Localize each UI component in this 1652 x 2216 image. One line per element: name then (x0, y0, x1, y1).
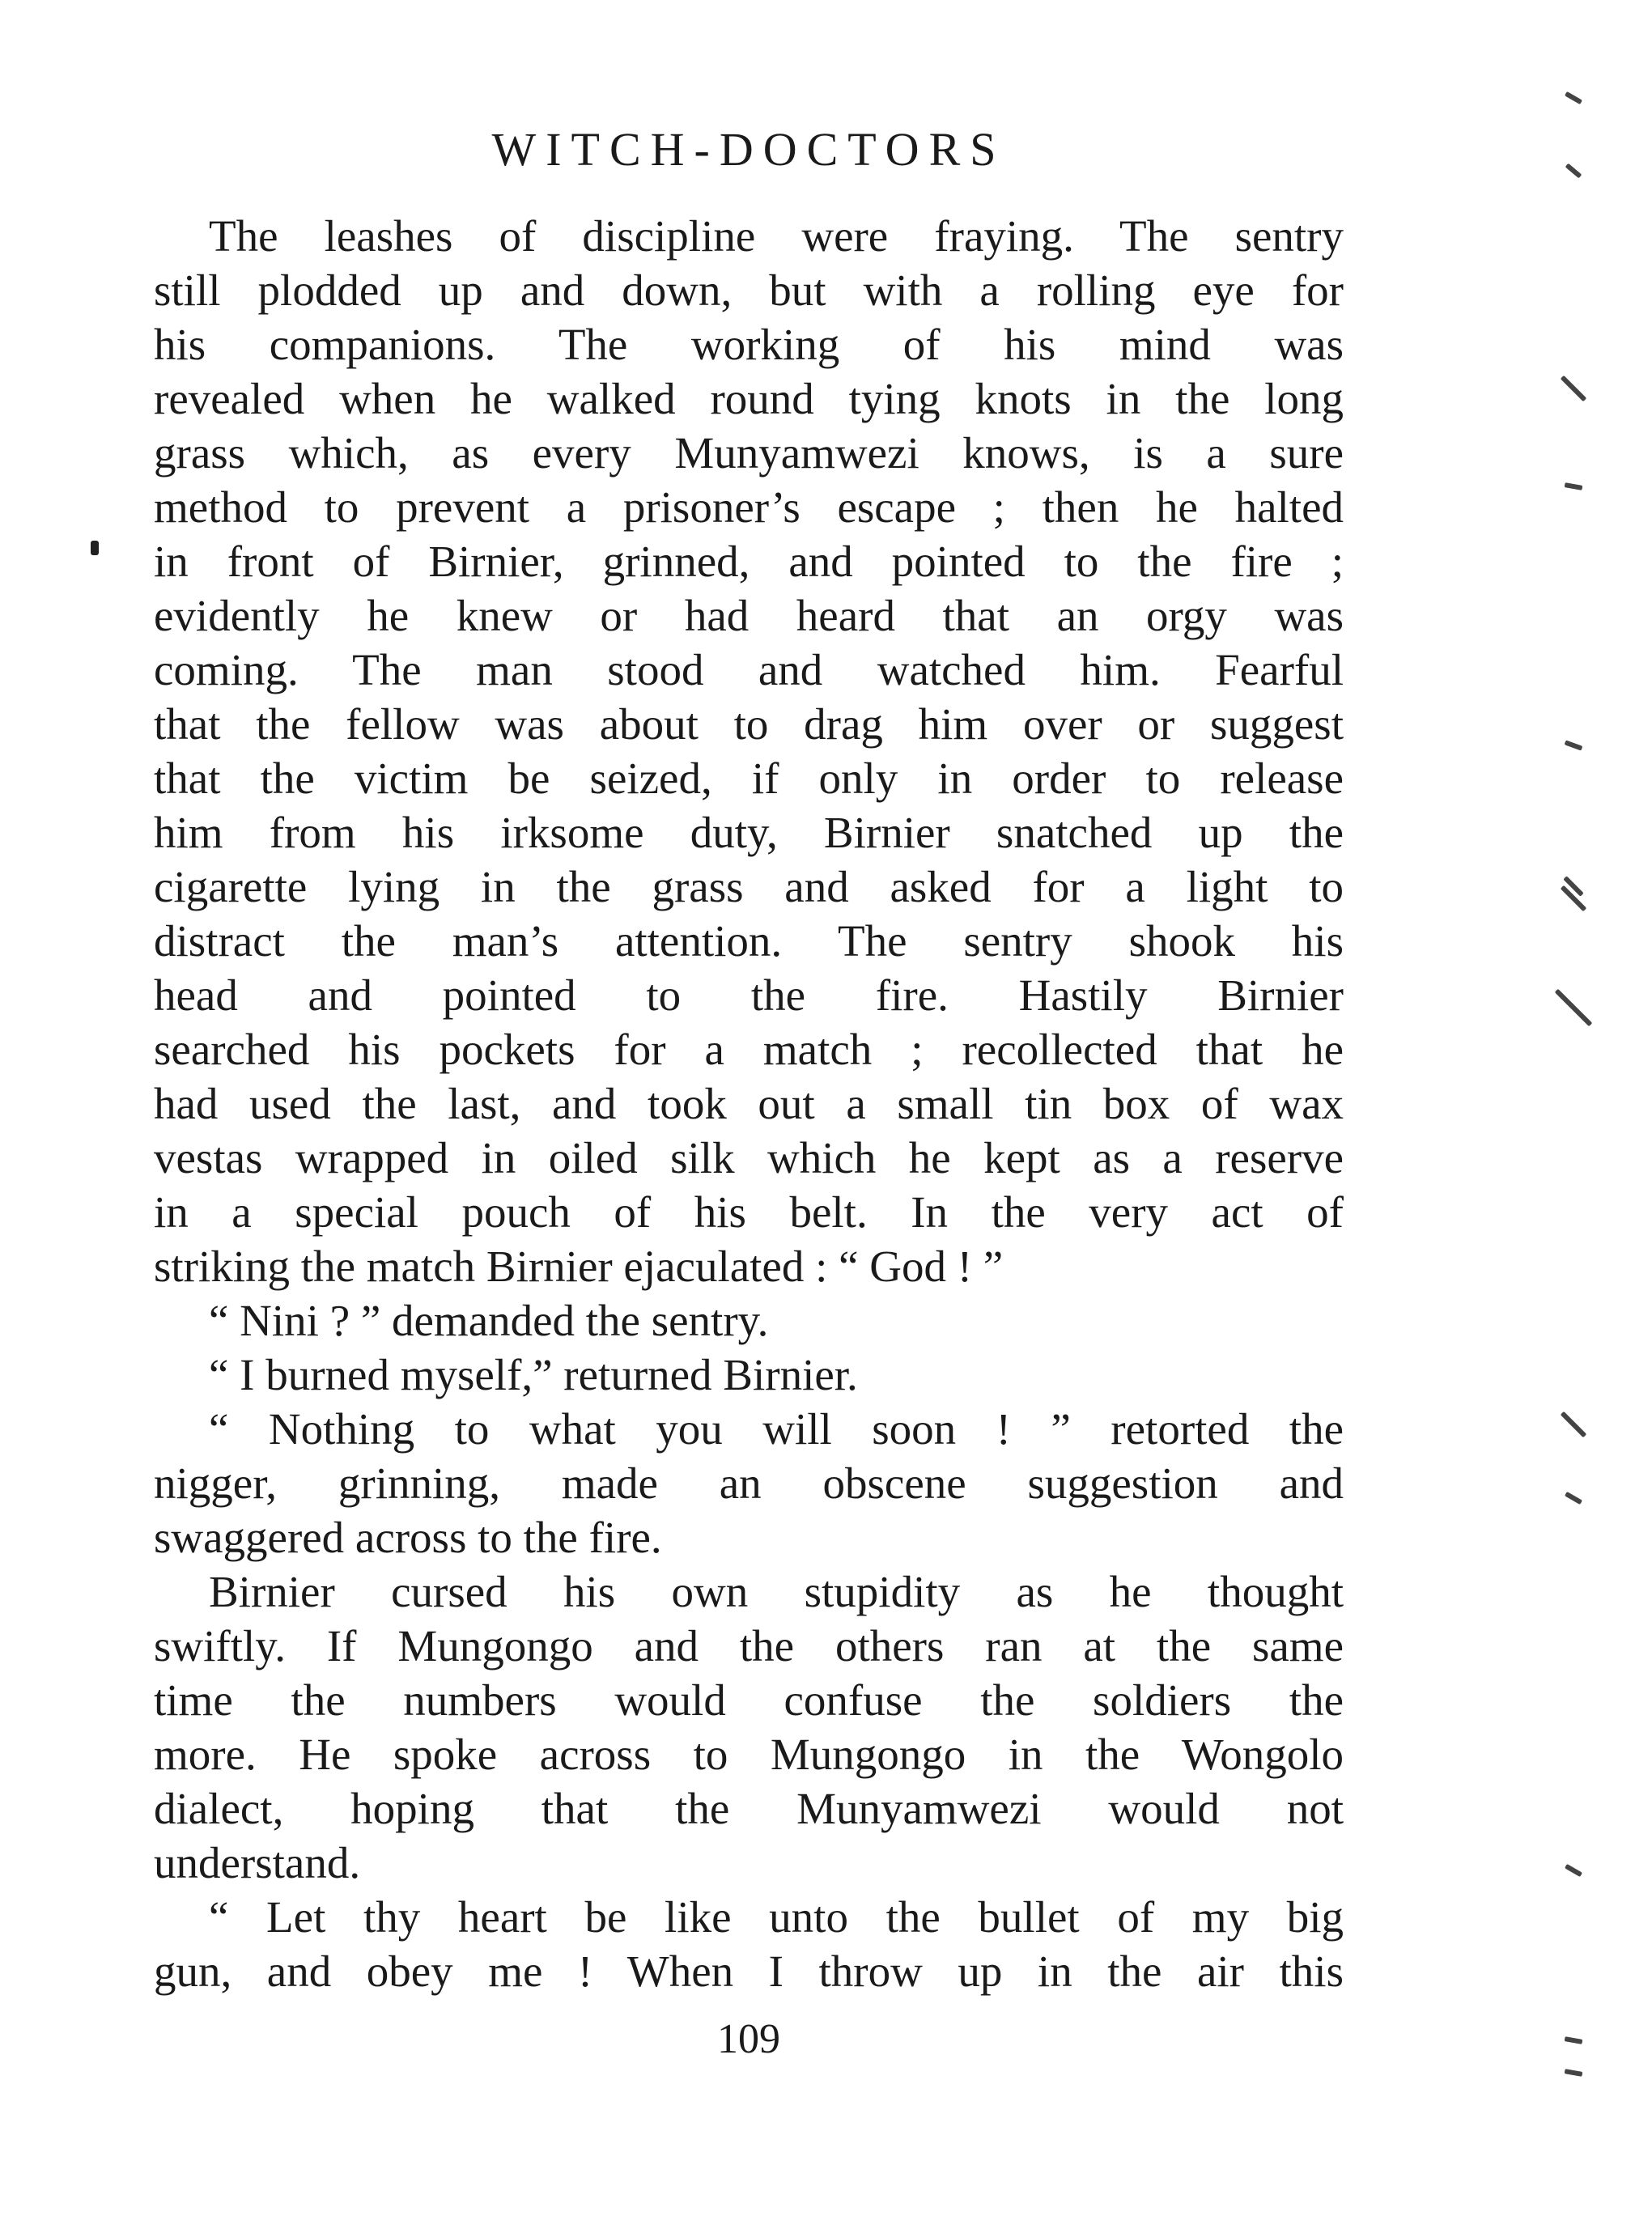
gutter-mark (1565, 1492, 1582, 1505)
text-line: nigger, grinning, made an obscene suggestion and (154, 1458, 1344, 1508)
text-line: time the numbers would confuse the soldiers the (154, 1675, 1344, 1725)
text-line: had used the last, and took out a small tin box of wax (154, 1079, 1344, 1128)
gutter-marks (1571, 73, 1620, 2145)
running-head: WITCH-DOCTORS (491, 123, 1006, 176)
gutter-mark (1565, 740, 1583, 750)
text-line: distract the man’s attention. The sentry shook his (154, 916, 1344, 966)
text-line: “ Nothing to what you will soon ! ” retorted the (209, 1404, 1344, 1454)
text-line: in a special pouch of his belt. In the very act of (154, 1187, 1344, 1237)
text-line: “ Nini ? ” demanded the sentry. (209, 1296, 769, 1345)
gutter-mark (1561, 376, 1587, 402)
text-line: cigarette lying in the grass and asked for a light to (154, 862, 1344, 911)
text-line: method to prevent a prisoner’s escape ; then he halted (154, 482, 1344, 532)
text-line: The leashes of discipline were fraying. The sentry (209, 211, 1344, 261)
text-line: him from his irksome duty, Birnier snatched up the (154, 808, 1344, 857)
gutter-mark (1565, 1864, 1582, 1877)
text-line: “ I burned myself,” returned Birnier. (209, 1350, 858, 1399)
page-number: 109 (717, 2016, 780, 2062)
ink-speck (91, 541, 99, 555)
text-line: his companions. The working of his mind was (154, 320, 1344, 369)
text-line: striking the match Birnier ejaculated : “ God ! ” (154, 1242, 1004, 1291)
gutter-mark (1561, 1412, 1587, 1438)
text-line: revealed when he walked round tying knots in the long (154, 374, 1344, 423)
text-line: more. He spoke across to Mungongo in the Wongolo (154, 1730, 1344, 1779)
text-line: gun, and obey me ! When I throw up in the air this (154, 1946, 1344, 1996)
text-line: understand. (154, 1838, 361, 1887)
gutter-mark (1555, 989, 1593, 1027)
gutter-mark (1565, 2069, 1583, 2077)
gutter-mark (1565, 2036, 1583, 2044)
text-line: evidently he knew or had heard that an orgy was (154, 591, 1344, 640)
text-line: coming. The man stood and watched him. Fearful (154, 645, 1344, 694)
text-line: searched his pockets for a match ; recollected that he (154, 1025, 1344, 1074)
gutter-mark (1565, 91, 1582, 104)
text-line: swaggered across to the fire. (154, 1513, 662, 1562)
text-line: “ Let thy heart be like unto the bullet of my big (209, 1892, 1344, 1942)
text-line: vestas wrapped in oiled silk which he kept as a reserve (154, 1133, 1344, 1182)
gutter-mark (1565, 163, 1582, 179)
text-line: swiftly. If Mungongo and the others ran at the same (154, 1621, 1344, 1670)
text-line: head and pointed to the fire. Hastily Birnier (154, 970, 1344, 1020)
gutter-mark (1565, 482, 1583, 490)
text-line: grass which, as every Munyamwezi knows, is a sure (154, 428, 1344, 478)
text-line: Birnier cursed his own stupidity as he thought (209, 1567, 1344, 1616)
text-line: still plodded up and down, but with a rolling eye for (154, 265, 1344, 315)
text-line: dialect, hoping that the Munyamwezi would not (154, 1784, 1344, 1833)
text-line: that the victim be seized, if only in order to release (154, 754, 1344, 803)
body-text (154, 209, 1344, 1998)
text-line: in front of Birnier, grinned, and pointed to the fire ; (154, 537, 1344, 586)
text-line: that the fellow was about to drag him over or suggest (154, 699, 1344, 749)
